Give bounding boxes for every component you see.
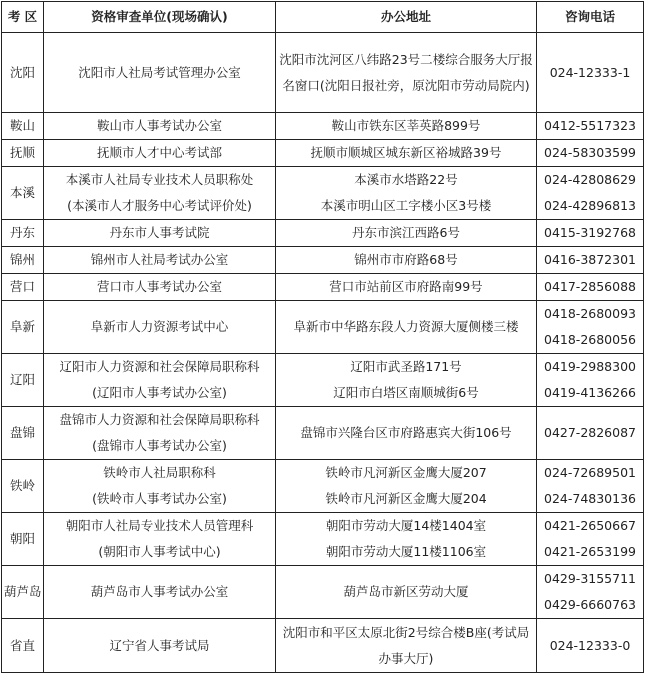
unit-cell-line: (铁岭市人事考试办公室) <box>92 491 227 506</box>
header-row <box>2 2 644 33</box>
table-row <box>2 220 644 247</box>
unit-cell-line: 本溪市人社局专业技术人员职称处 <box>65 172 254 187</box>
unit-cell <box>44 619 276 673</box>
table-row <box>2 167 644 220</box>
address-cell <box>276 140 537 167</box>
table-row <box>2 274 644 301</box>
table-row <box>2 566 644 619</box>
address-cell <box>276 113 537 140</box>
phone-cell-line: 0419-4136266 <box>544 385 636 400</box>
unit-cell <box>44 247 276 274</box>
unit-cell-line: 朝阳市人社局专业技术人员管理科 <box>65 518 254 533</box>
phone-cell <box>537 566 644 619</box>
area-cell: 本溪 <box>2 167 44 220</box>
table-row <box>2 140 644 167</box>
phone-cell <box>537 301 644 354</box>
phone-cell <box>537 407 644 460</box>
unit-cell <box>44 301 276 354</box>
address-cell-line: 盘锦市兴隆台区市府路惠宾大街106号 <box>300 425 512 440</box>
phone-cell-line: 0412-5517323 <box>544 118 636 133</box>
table-row <box>2 513 644 566</box>
unit-cell-line: 抚顺市人才中心考试部 <box>96 145 222 160</box>
address-cell <box>276 33 537 113</box>
phone-cell-line: 0418-2680093 <box>544 306 636 321</box>
address-cell-line: 阜新市中华路东段人力资源大厦侧楼三楼 <box>293 319 519 334</box>
address-cell-line: 鞍山市铁东区莘英路899号 <box>331 118 481 133</box>
address-cell-line: 锦州市市府路68号 <box>354 252 458 267</box>
unit-cell-line: 丹东市人事考试院 <box>109 225 210 240</box>
address-cell-line: 葫芦岛市新区劳动大厦 <box>343 584 469 599</box>
unit-cell-line: 铁岭市人社局职称科 <box>103 465 216 480</box>
area-cell: 省直 <box>2 619 44 673</box>
unit-cell-line: 辽宁省人事考试局 <box>109 637 210 653</box>
table-body <box>2 33 644 673</box>
table-row <box>2 113 644 140</box>
table-row <box>2 460 644 513</box>
address-cell <box>276 301 537 354</box>
address-cell-line: 本溪市水塔路22号 <box>354 172 458 187</box>
address-cell-line: 朝阳市劳动大厦14楼1404室 <box>325 518 487 533</box>
address-cell-line: 辽阳市白塔区南顺城街6号 <box>333 385 479 400</box>
address-cell <box>276 247 537 274</box>
table-row <box>2 354 644 407</box>
unit-cell-line: 营口市人事考试办公室 <box>96 279 222 294</box>
unit-cell <box>44 220 276 247</box>
phone-cell-line: 024-12333-1 <box>549 64 631 80</box>
address-cell <box>276 566 537 619</box>
exam-sites-table <box>1 1 644 673</box>
address-cell-line: 铁岭市凡河新区金鹰大厦204 <box>325 491 487 506</box>
phone-cell <box>537 33 644 113</box>
phone-cell <box>537 513 644 566</box>
phone-cell <box>537 274 644 301</box>
area-cell: 营口 <box>2 274 44 301</box>
phone-cell-line: 024-74830136 <box>544 491 636 506</box>
phone-cell-line: 024-58303599 <box>544 145 636 160</box>
unit-cell <box>44 113 276 140</box>
phone-cell-line: 024-72689501 <box>544 465 636 480</box>
unit-cell-line: (朝阳市人事考试中心) <box>98 544 221 559</box>
address-cell <box>276 354 537 407</box>
area-cell: 辽阳 <box>2 354 44 407</box>
unit-cell-line: (本溪市人才服务中心考试评价处) <box>67 198 252 213</box>
area-cell: 沈阳 <box>2 33 44 113</box>
phone-cell-line: 0421-2650667 <box>544 518 636 533</box>
table-row <box>2 407 644 460</box>
address-cell <box>276 513 537 566</box>
address-cell-line: 朝阳市劳动大厦11楼1106室 <box>325 544 487 559</box>
area-cell: 葫芦岛 <box>2 566 44 619</box>
phone-cell-line: 024-12333-0 <box>549 637 631 653</box>
unit-cell-line: 盘锦市人力资源和社会保障局职称科 <box>59 412 260 427</box>
header-unit: 资格审查单位(现场确认) <box>44 2 276 33</box>
header-phone: 咨询电话 <box>537 2 644 33</box>
unit-cell-line: (辽阳市人事考试办公室) <box>92 385 227 400</box>
unit-cell-line: 鞍山市人事考试办公室 <box>96 118 222 133</box>
table-header <box>2 2 644 33</box>
address-cell-line: 营口市站前区市府路南99号 <box>329 279 483 294</box>
table-row <box>2 33 644 113</box>
table-row <box>2 247 644 274</box>
address-cell <box>276 274 537 301</box>
phone-cell-line: 0417-2856088 <box>544 279 636 294</box>
unit-cell-line: 葫芦岛市人事考试办公室 <box>90 584 229 599</box>
phone-cell-line: 0416-3872301 <box>544 252 636 267</box>
address-cell-line: 丹东市滨江西路6号 <box>352 225 460 240</box>
phone-cell-line: 0415-3192768 <box>544 225 636 240</box>
address-cell <box>276 619 537 673</box>
header-area: 考 区 <box>2 2 44 33</box>
unit-cell <box>44 33 276 113</box>
unit-cell-line: 辽阳市人力资源和社会保障局职称科 <box>59 359 260 374</box>
address-cell-line: 沈阳市和平区太原北街2号综合楼B座(考试局办事大厅) <box>282 624 530 666</box>
unit-cell <box>44 460 276 513</box>
phone-cell <box>537 113 644 140</box>
unit-cell <box>44 274 276 301</box>
phone-cell-line: 0429-3155711 <box>544 571 636 586</box>
phone-cell <box>537 354 644 407</box>
area-cell: 锦州 <box>2 247 44 274</box>
phone-cell-line: 0419-2988300 <box>544 359 636 374</box>
address-cell-line: 辽阳市武圣路171号 <box>350 359 462 374</box>
unit-cell <box>44 566 276 619</box>
unit-cell <box>44 513 276 566</box>
table-row <box>2 301 644 354</box>
phone-cell-line: 0418-2680056 <box>544 332 636 347</box>
phone-cell <box>537 167 644 220</box>
area-cell: 鞍山 <box>2 113 44 140</box>
phone-cell-line: 024-42896813 <box>544 198 636 213</box>
unit-cell-line: 锦州市人社局考试办公室 <box>90 252 229 267</box>
area-cell: 抚顺 <box>2 140 44 167</box>
address-cell-line: 铁岭市凡河新区金鹰大厦207 <box>325 465 487 480</box>
phone-cell <box>537 140 644 167</box>
address-cell-line: 本溪市明山区工字楼小区3号楼 <box>320 198 492 213</box>
unit-cell-line: 阜新市人力资源考试中心 <box>90 319 229 334</box>
phone-cell <box>537 247 644 274</box>
area-cell: 朝阳 <box>2 513 44 566</box>
address-cell <box>276 407 537 460</box>
phone-cell-line: 0429-6660763 <box>544 597 636 612</box>
unit-cell <box>44 140 276 167</box>
phone-cell <box>537 619 644 673</box>
address-cell <box>276 460 537 513</box>
unit-cell <box>44 354 276 407</box>
header-address: 办公地址 <box>276 2 537 33</box>
phone-cell-line: 0421-2653199 <box>544 544 636 559</box>
unit-cell-line: (盘锦市人事考试办公室) <box>92 438 227 453</box>
address-cell-line: 沈阳市沈河区八纬路23号二楼综合服务大厅报名窗口(沈阳日报社旁，原沈阳市劳动局院内) <box>279 51 533 93</box>
area-cell: 铁岭 <box>2 460 44 513</box>
phone-cell <box>537 220 644 247</box>
unit-cell <box>44 167 276 220</box>
address-cell <box>276 167 537 220</box>
area-cell: 阜新 <box>2 301 44 354</box>
phone-cell-line: 024-42808629 <box>544 172 636 187</box>
table-row <box>2 619 644 673</box>
phone-cell-line: 0427-2826087 <box>544 425 636 440</box>
area-cell: 盘锦 <box>2 407 44 460</box>
unit-cell <box>44 407 276 460</box>
unit-cell-line: 沈阳市人社局考试管理办公室 <box>78 64 241 80</box>
phone-cell <box>537 460 644 513</box>
address-cell-line: 抚顺市顺城区城东新区裕城路39号 <box>310 145 502 160</box>
address-cell <box>276 220 537 247</box>
area-cell: 丹东 <box>2 220 44 247</box>
